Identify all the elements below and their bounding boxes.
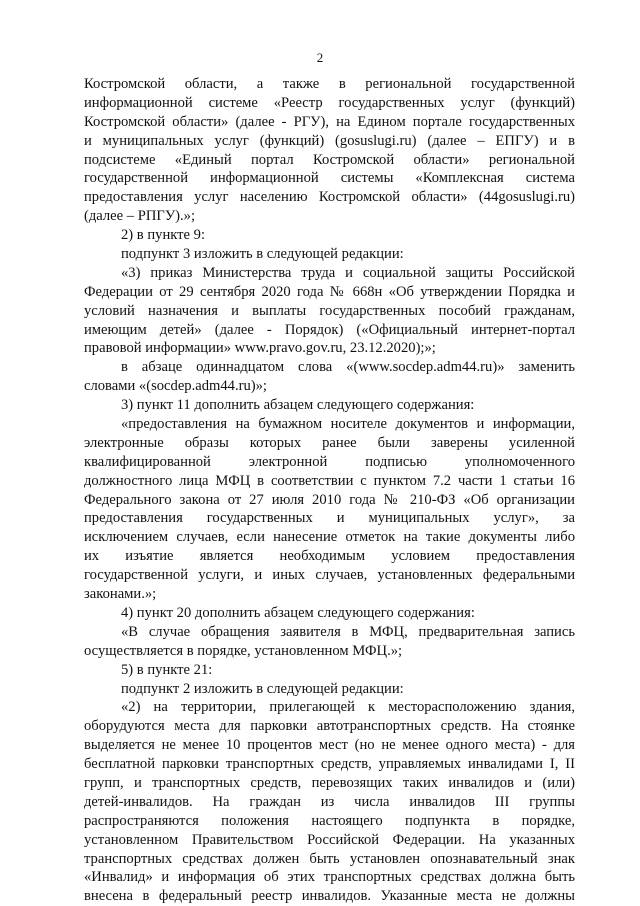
text-line: подпункт 3 изложить в следующей редакции: [121,246,404,263]
text-line: 3) пункт 11 дополнить абзацем следующего содержания: [121,397,475,414]
text-line: правовой информации» www.pravo.gov.ru, 23.12.2020);»; [84,340,436,357]
text-line: 5) в пункте 21: [121,661,213,678]
text-line: выделяется не менее 10 процентов мест (но не менее одного места) - для [84,737,575,754]
text-line: подсистеме «Единый портал Костромской области» региональной [84,151,575,168]
text-line: детей-инвалидов. На граждан из числа инвалидов III группы [84,793,575,810]
text-line: должностного лица МФЦ в соответствии с пунктом 7.2 части 1 статьи 16 [84,472,575,489]
text-line: «2) на территории, прилегающей к месторасположению здания, [121,699,575,716]
text-line: «предоставления на бумажном носителе документов и информации, [121,416,575,433]
text-line: осуществляется в порядке, установленном МФЦ.»; [84,642,403,659]
text-line: бесплатной парковки транспортных средств, управляемых инвалидами I, II [84,756,575,773]
text-line: их изъятие является необходимым условием предоставления [84,548,575,565]
text-line: Костромской области» (далее - РГУ), на Едином портале государственных [84,113,575,130]
text-line: государственной услуги, и иных случаев, установленных федеральными [84,567,575,584]
text-line: словами «(socdep.adm44.ru)»; [84,378,267,395]
text-line: установленном Правительством Российской Федерации. На указанных [84,831,575,848]
text-line: условий назначения и выплаты государственных пособий гражданам, [84,302,575,319]
text-line: в абзаце одиннадцатом слова «(www.socdep.adm44.ru)» заменить [121,359,575,376]
text-line: (далее – РПГУ).»; [84,208,196,225]
text-line: квалифицированной электронной подписью уполномоченного [84,453,575,470]
text-line: Федерации от 29 сентября 2020 года № 668н «Об утверждении Порядка и [84,283,575,300]
text-line: групп, и транспортных средств, перевозящих таких инвалидов и (или) [84,774,575,791]
text-line: информационной системе «Реестр государственных услуг (функций) [84,94,575,111]
document-body [84,75,575,906]
text-line: 4) пункт 20 дополнить абзацем следующего содержания: [121,604,475,621]
text-line: исключением случаев, если нанесение отметок на такие документы либо [84,529,575,546]
text-line: государственной информационной системы «Комплексная система [84,170,575,187]
text-line: оборудуются места для парковки автотранспортных средств. На стоянке [84,718,575,735]
text-line: распространяются положения настоящего подпункта в порядке, [84,812,575,829]
text-line: «В случае обращения заявителя в МФЦ, предварительная запись [121,623,575,640]
text-line: электронные образы которых ранее были заверены усиленной [84,434,575,451]
text-line: законами.»; [84,586,157,603]
text-line: 2) в пункте 9: [121,227,206,244]
text-line: внесена в федеральный реестр инвалидов. Указанные места не должны [84,888,575,905]
text-line: имеющим детей» (далее - Порядок) («Официальный интернет-портал [84,321,575,338]
text-line: «3) приказ Министерства труда и социальной защиты Российской [121,264,575,281]
text-line: предоставления услуг населению Костромской области» (44gosuslugi.ru) [84,189,575,206]
text-line: предоставления государственных и муниципальных услуг», за [84,510,575,527]
text-line: «Инвалид» и информация об этих транспортных средствах должна быть [84,869,575,886]
text-line: подпункт 2 изложить в следующей редакции: [121,680,404,697]
page-number: 2 [316,50,324,65]
text-line: Федерального закона от 27 июля 2010 года № 210-ФЗ «Об организации [84,491,575,508]
text-line: и муниципальных услуг (функций) (gosuslugi.ru) (далее – ЕПГУ) и в [84,132,575,149]
text-line: транспортных средствах должен быть установлен опознавательный знак [84,850,575,867]
text-line: Костромской области, а также в региональной государственной [84,76,575,92]
